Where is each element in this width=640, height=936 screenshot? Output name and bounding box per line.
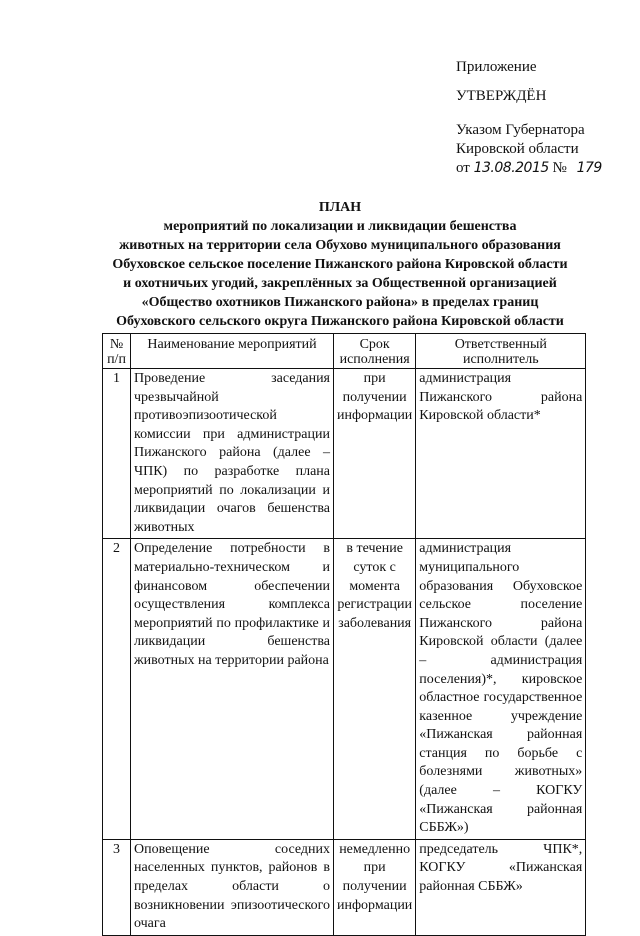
number-prefix: №	[552, 160, 567, 176]
table-row	[103, 369, 586, 539]
date-prefix: от	[456, 160, 470, 176]
title-line: и охотничьих угодий, закреплённых за Общественной организацией	[123, 276, 557, 291]
title-line: Обуховское сельское поселение Пижанского района Кировской области	[112, 257, 568, 272]
table-header-row	[103, 334, 586, 369]
measures-table	[102, 333, 586, 936]
row-measure: Проведение заседания чрезвычайной противоэпизоотической комиссии при администрации Пижанского района (далее – ЧПК) по разработке плана мероприятий по локализации и ликвидации очагов бешенства животных	[131, 369, 334, 539]
row-responsible: администрация Пижанского района Кировской области*	[416, 369, 586, 539]
row-term: в течение суток с момента регистрации заболевания	[334, 539, 416, 840]
row-responsible: председатель ЧПК*, КОГКУ «Пижанская районная СББЖ»	[416, 839, 586, 935]
title-heading: ПЛАН	[318, 200, 362, 215]
appendix-label: Приложение	[456, 59, 537, 75]
decree-date: 13.08.2015	[473, 160, 549, 176]
row-number: 3	[103, 839, 131, 935]
decree-date-line	[456, 159, 626, 178]
document-title	[60, 198, 620, 331]
title-line: животных на территории села Обухово муниципального образования	[119, 238, 561, 253]
table-row	[103, 539, 586, 840]
decree-line-1: Указом Губернатора	[456, 122, 585, 138]
header-name: Наименование мероприятий	[131, 334, 334, 369]
table-row	[103, 839, 586, 935]
row-term: немедленно при получении информации	[334, 839, 416, 935]
row-responsible: администрация муниципального образования Обуховское сельское поселение Пижанского района Кировской области (далее – администрация поселения)*, кировское областное государственное казенное учреждение «Пижанская районная станция по борьбе с болезнями животных» (далее – КОГКУ «Пижанская районная СББЖ»)	[416, 539, 586, 840]
title-line: мероприятий по локализации и ликвидации бешенства	[163, 219, 517, 234]
header-term: Срок исполнения	[334, 334, 416, 369]
row-measure: Определение потребности в материально-техническом и финансовом обеспечении осуществления комплекса мероприятий по профилактике и ликвидации бешенства животных на территории района	[131, 539, 334, 840]
row-number: 1	[103, 369, 131, 539]
header-num: № п/п	[103, 334, 131, 369]
approved-label: УТВЕРЖДЁН	[456, 88, 547, 104]
row-term: при получении информации	[334, 369, 416, 539]
header-resp: Ответственный исполнитель	[416, 334, 586, 369]
approval-stamp	[456, 58, 626, 178]
decree-line-2: Кировской области	[456, 141, 579, 157]
row-number: 2	[103, 539, 131, 840]
title-line: Обуховского сельского округа Пижанского района Кировской области	[116, 314, 564, 329]
row-measure: Оповещение соседних населенных пунктов, районов в пределах области о возникновении эпизоотического очага	[131, 839, 334, 935]
title-line: «Общество охотников Пижанского района» в пределах границ	[141, 295, 539, 310]
decree-number: 179	[576, 160, 602, 176]
